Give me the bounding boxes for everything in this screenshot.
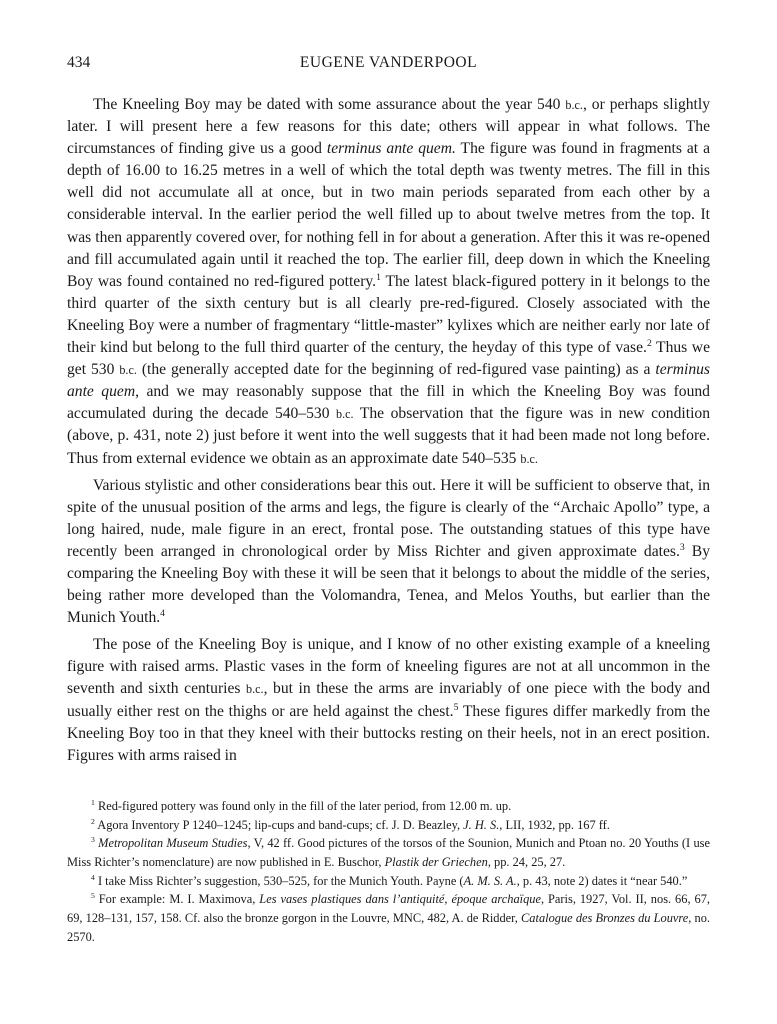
footnote-ref-1: 1 [376,271,381,283]
footnote-3: $^3$ Metropolitan Museum Studies, V, 42 ff. Good pictures of the torsos of the Sounion, Munich and Ptoan no. 20 Youths (I use Miss Richter’s nomenclature) are now published in E. Buschor, Plastik der Griechen, pp. 24, 25, 27. [67,835,710,869]
paragraph-pose: The pose of the Kneeling Boy is unique, and I know of no other existing example of a kneeling figure with raised arms. Plastic vases in the form of kneeling figures are not at all uncommon in the seventh and sixth centuries b.c., but in these the arms are invariably of one piece with the body and usually either rest on the thighs or are held against the chest.$^5$ These figures differ markedly from the Kneeling Boy too in that they kneel with their buttocks resting on their heels, not in an erect position. Figures with arms raised in [67,636,710,764]
running-header [67,54,710,76]
bc-abbrev: b.c. [520,451,538,466]
bc-abbrev: b.c. [119,363,137,378]
footnote-4: $^4$ I take Miss Richter’s suggestion, 530–525, for the Munich Youth. Payne (A. M. S. A., p. 43, note 2) dates it “near 540.” [91,872,688,888]
bc-abbrev: b.c. [246,682,264,697]
footnote-2: $^2$ Agora Inventory P 1240–1245; lip-cups and band-cups; cf. J. D. Beazley, J. H. S., LII, 1932, pp. 167 ff. [91,816,610,832]
footnote-1: $^1$ Red-figured pottery was found only in the fill of the later period, from 12.00 m. up. [91,797,512,813]
footnote-ref-3: 3 [679,541,685,553]
footnote-ref-2: 2 [646,337,652,349]
paragraph-dating: The Kneeling Boy may be dated with some assurance about the year 540 b.c., or perhaps slightly later. I will present here a few reasons for this date; others will appear in what follows. The circumstances of finding give us a good terminus ante quem. The figure was found in fragments at a depth of 16.00 to 16.25 metres in a well of which the total depth was twenty metres. The fill in this well did not accumulate all at once, but in two main periods separated from each other by a considerable interval. In the earlier period the well filled up to about twelve metres from the top. It was then apparently covered over, for nothing fell in for about a generation. After this it was re-opened and fill accumulated again until it reached the top. The earlier fill, deep down in which the Kneeling Boy was found contained no red-figured pottery.$^1$ The latest black-figured pottery in it belongs to the third quarter of the sixth century but is all clearly pre-red-figured. Closely associated with the Kneeling Boy were a number of fragmentary “little-master” kylixes which are neither early nor late of their kind but belong to the full third quarter of the century, the heyday of this type of vase.$^2$ Thus we get 530 b.c. (the generally accepted date for the beginning of red-figured vase painting) as a terminus ante quem, and we may reasonably suppose that the fill in which the Kneeling Boy was found accumulated during the decade 540–530 b.c. The observation that the figure was in new condition (above, p. 431, note 2) just before it went into the well suggests that it had been made not long before. Thus from external evidence we obtain as an approximate date 540–535 b.c. [67,96,711,467]
running-title: EUGENE VANDERPOOL [299,54,478,71]
footnotes [67,797,710,947]
page-number: 434 [67,54,91,71]
bc-abbrev: b.c. [336,407,354,422]
footnote-ref-4: 4 [160,607,165,619]
page [67,54,710,946]
main-text [67,94,710,767]
footnote-ref-5: 5 [453,701,459,713]
footnote-5: $^5$ For example: M. I. Maximova, Les vases plastiques dans l’antiquité, époque archaïque, Paris, 1927, Vol. II, nos. 66, 67, 69, 128–131, 157, 158. Cf. also the bronze gorgon in the Louvre, MNC, 482, A. de Ridder, Catalogue des Bronzes du Louvre, no. 2570. [67,891,711,944]
bc-abbrev: b.c. [565,98,583,112]
paragraph-stylistic: Various stylistic and other considerations bear this out. Here it will be sufficient to observe that, in spite of the unusual position of the arms and legs, the figure is clearly of the “Archaic Apollo” type, a long haired, nude, male figure in an erect, frontal pose. The outstanding statues of this type have recently been arranged in chronological order by Miss Richter and given approximate dates.$^3$ By comparing the Kneeling Boy with these it will be seen that it belongs to about the middle of the series, being rather more developed than the Volomandra, Tenea, and Melos Youths, but earlier than the Munich Youth.$^4$ [67,476,710,627]
